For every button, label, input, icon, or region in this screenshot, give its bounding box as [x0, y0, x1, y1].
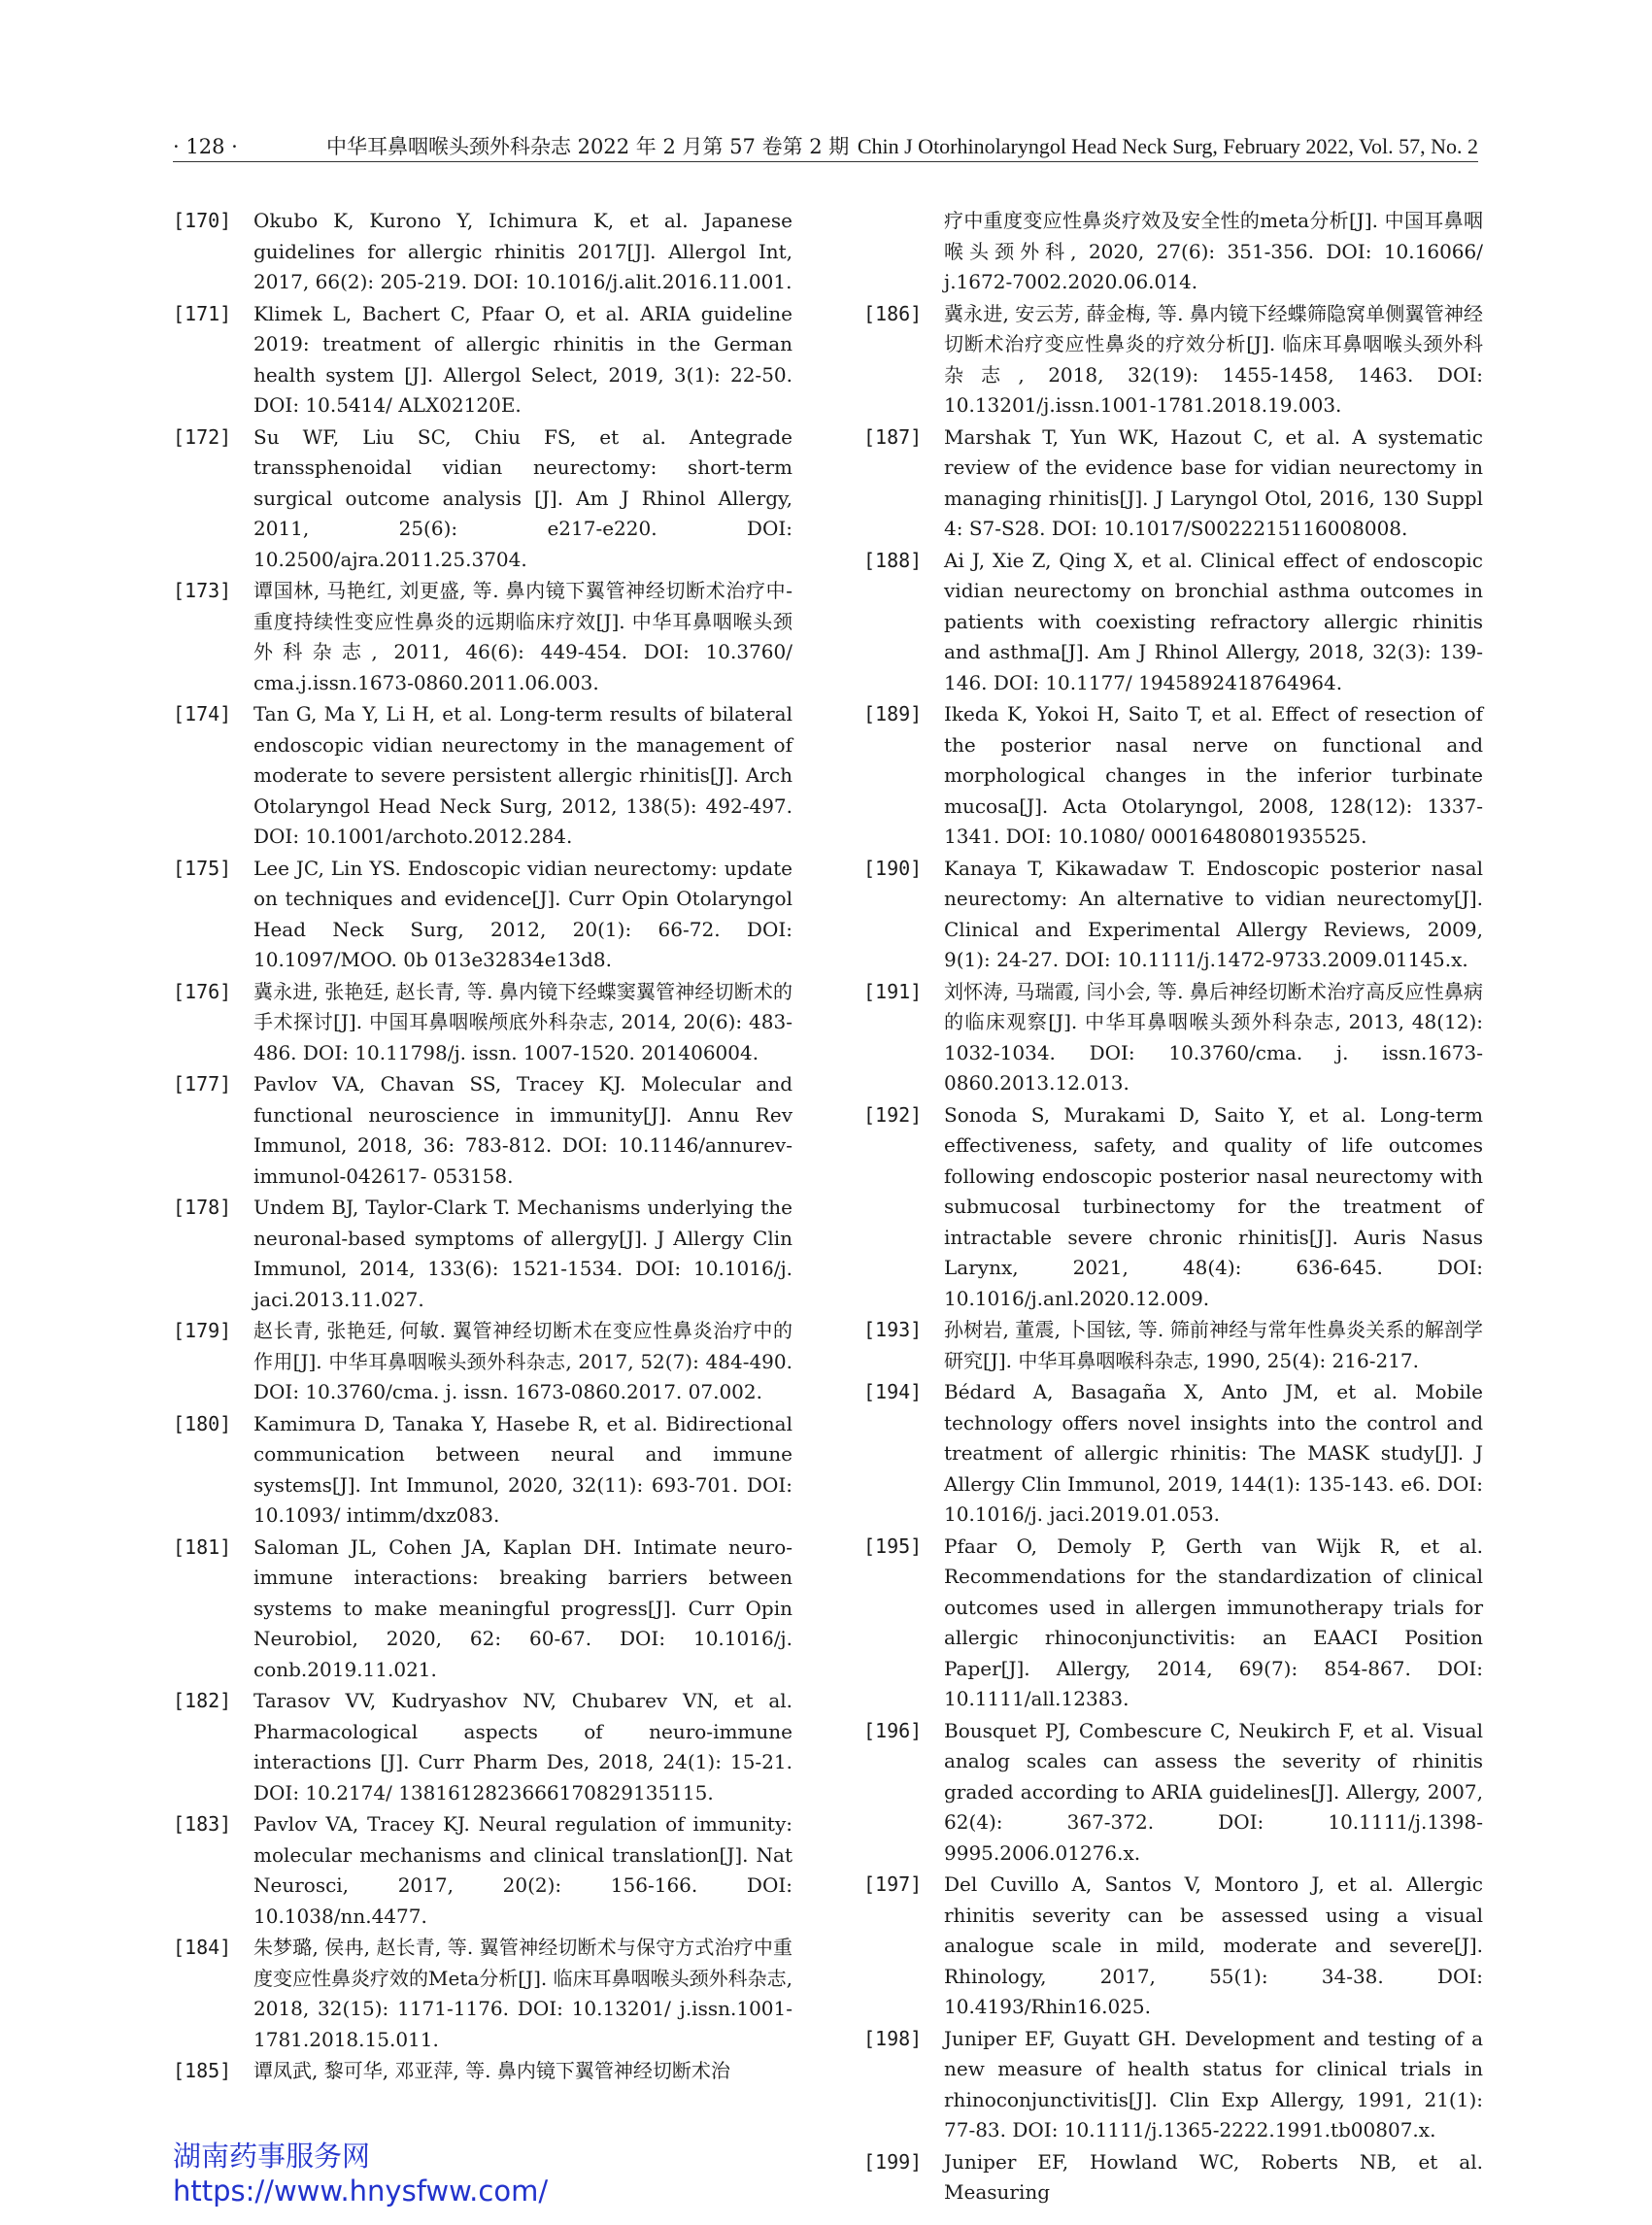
reference-number: [189]	[863, 702, 923, 725]
reference-item	[863, 422, 1483, 545]
reference-text: Juniper EF, Guyatt GH. Development and testing of a new measure of health status for clinical trials in rhinoconjunctivitis[J]. Clin Exp Allergy, 1991, 21(1): 77-83. DOI: 10.1111/j.1365-2222.1991.tb00807.x.	[944, 2026, 1483, 2141]
reference-number: [184]	[173, 1936, 232, 1959]
reference-text: Tarasov VV, Kudryashov NV, Chubarev VN, et al. Pharmacological aspects of neuro-immune interactions [J]. Curr Pharm Des, 2018, 24(1): 15-21. DOI: 10.2174/ 1381612823666170829135115.	[253, 1689, 792, 1804]
reference-item	[863, 2024, 1483, 2146]
reference-text: Lee JC, Lin YS. Endoscopic vidian neurectomy: update on techniques and evidence[J]. Curr Opin Otolaryngol Head Neck Surg, 2012, 20(1): 66-72. DOI: 10.1097/MOO. 0b 013e32834e13d8.	[253, 856, 792, 971]
reference-item	[863, 854, 1483, 976]
reference-number: [176]	[173, 979, 232, 1003]
reference-number: [178]	[173, 1196, 232, 1219]
reference-text: Saloman JL, Cohen JA, Kaplan DH. Intimate neuro-immune interactions: breaking barriers between systems to make meaningful progress[J]. Curr Opin Neurobiol, 2020, 62: 60-67. DOI: 10.1016/j. conb.2019.11.021.	[253, 1534, 792, 1681]
reference-number: [191]	[863, 979, 923, 1003]
reference-text: Kanaya T, Kikawadaw T. Endoscopic posterior nasal neurectomy: An alternative to vidian neurectomy[J]. Clinical and Experimental Allergy Reviews, 2009, 9(1): 24-27. DOI: 10.1111/j.1472-9733.2009.01145.x.	[944, 856, 1483, 971]
page-number: · 128 ·	[173, 135, 238, 158]
reference-item	[173, 1193, 792, 1315]
reference-item	[863, 1315, 1483, 1376]
reference-number: [192]	[863, 1102, 923, 1127]
reference-item	[863, 1870, 1483, 2023]
reference-number: [170]	[173, 209, 232, 232]
reference-text: 赵长青, 张艳廷, 何敏. 翼管神经切断术在变应性鼻炎治疗中的作用[J]. 中华耳鼻咽喉头颈外科杂志, 2017, 52(7): 484-490. DOI: 10.3760/cma. j. issn. 1673-0860.2017. 07.002.	[253, 1319, 792, 1403]
reference-item	[173, 1933, 792, 2055]
reference-text: Undem BJ, Taylor-Clark T. Mechanisms underlying the neuronal-based symptoms of allergy[J]. J Allergy Clin Immunol, 2014, 133(6): 1521-1534. DOI: 10.1016/j. jaci.2013.11.027.	[253, 1196, 792, 1311]
right-column-references	[863, 206, 1483, 2209]
reference-text: Pfaar O, Demoly P, Gerth van Wijk R, et al. Recommendations for the standardization of clinical outcomes used in allergen immunotherapy trials for allergic rhinoconjunctivitis: an EAACI Position Paper[J]. Allergy, 2014, 69(7): 854-867. DOI: 10.1111/all.12383.	[944, 1534, 1483, 1710]
reference-text: Del Cuvillo A, Santos V, Montoro J, et al. Allergic rhinitis severity can be assessed using a visual analogue scale in mild, moderate and severe[J]. Rhinology, 2017, 55(1): 34-38. DOI: 10.4193/Rhin16.025.	[944, 1872, 1483, 2018]
reference-number: [196]	[863, 1718, 923, 1742]
journal-title-cn: 中华耳鼻咽喉头颈外科杂志 2022 年 2 月第 57 卷第 2 期	[326, 135, 850, 158]
reference-item	[863, 1716, 1483, 1870]
reference-item	[863, 2147, 1483, 2208]
reference-text: Klimek L, Bachert C, Pfaar O, et al. ARIA guideline 2019: treatment of allergic rhinitis in the German health system [J]. Allergol Select, 2019, 3(1): 22-50. DOI: 10.5414/ ALX02120E.	[253, 301, 792, 417]
reference-item	[173, 1533, 792, 1686]
reference-item	[173, 299, 792, 421]
reference-text: 刘怀涛, 马瑞霞, 闫小会, 等. 鼻后神经切断术治疗高反应性鼻病的临床观察[J]. 中华耳鼻咽喉头颈外科杂志, 2013, 48(12): 1032-1034. DOI: 10.3760/cma. j. issn.1673-0860.2013.12.013.	[944, 979, 1483, 1095]
reference-item	[173, 1316, 792, 1408]
reference-item	[863, 1532, 1483, 1715]
reference-text: Tan G, Ma Y, Li H, et al. Long-term results of bilateral endoscopic vidian neurectomy in the management of moderate to severe persistent allergic rhinitis[J]. Arch Otolaryngol Head Neck Surg, 2012, 138(5): 492-497. DOI: 10.1001/archoto.2012.284.	[253, 702, 792, 848]
reference-text: Sonoda S, Murakami D, Saito Y, et al. Long-term effectiveness, safety, and quality of life outcomes following endoscopic posterior nasal neurectomy with submucosal turbinectomy for the treatment of intractable severe chronic rhinitis[J]. Auris Nasus Larynx, 2021, 48(4): 636-645. DOI: 10.1016/j.anl.2020.12.009.	[944, 1102, 1483, 1310]
reference-item	[863, 1100, 1483, 1315]
reference-number: [183]	[173, 1812, 232, 1836]
reference-text: Su WF, Liu SC, Chiu FS, et al. Antegrade transsphenoidal vidian neurectomy: short-term surgical outcome analysis [J]. Am J Rhinol Allergy, 2011, 25(6): e217-e220. DOI: 10.2500/ajra.2011.25.3704.	[253, 424, 792, 571]
reference-item	[173, 2056, 792, 2087]
journal-title-en: Chin J Otorhinolaryngol Head Neck Surg, February 2022, Vol. 57, No. 2	[857, 134, 1478, 158]
reference-item	[173, 1686, 792, 1808]
reference-number: [172]	[173, 424, 232, 449]
reference-item	[173, 1809, 792, 1932]
reference-number: [199]	[863, 2149, 923, 2174]
reference-text: 朱梦璐, 侯冉, 赵长青, 等. 翼管神经切断术与保守方式治疗中重度变应性鼻炎疗效的Meta分析[J]. 临床耳鼻咽喉头颈外科杂志, 2018, 32(15): 1171-1176. DOI: 10.13201/ j.issn.1001-1781.2018.15.011.	[253, 1936, 792, 2051]
reference-item	[173, 699, 792, 853]
reference-text: Juniper EF, Howland WC, Roberts NB, et al. Measuring	[944, 2149, 1483, 2204]
reference-number: [197]	[863, 1872, 923, 1896]
reference-item	[863, 1377, 1483, 1531]
reference-number: [179]	[173, 1319, 232, 1342]
reference-number: [182]	[173, 1689, 232, 1712]
reference-text: Marshak T, Yun WK, Hazout C, et al. A systematic review of the evidence base for vidian neurectomy in managing rhinitis[J]. J Laryngol Otol, 2016, 130 Suppl 4: S7-S28. DOI: 10.1017/S0022215116008008.	[944, 424, 1483, 540]
reference-item	[863, 299, 1483, 421]
reference-text: 冀永进, 安云芳, 薛金梅, 等. 鼻内镜下经蝶筛隐窝单侧翼管神经切断术治疗变应性鼻炎的疗效分析[J]. 临床耳鼻咽喉头颈外科杂志, 2018, 32(19): 1455-1458, 1463. DOI: 10.13201/j.issn.1001-1781.2018.19.003.	[944, 301, 1483, 417]
reference-number: [173]	[173, 579, 232, 602]
reference-number: [171]	[173, 301, 232, 325]
reference-text: Ikeda K, Yokoi H, Saito T, et al. Effect of resection of the posterior nasal nerve on functional and morphological changes in the inferior turbinate mucosa[J]. Acta Otolaryngol, 2008, 128(12): 1337-1341. DOI: 10.1080/ 00016480801935525.	[944, 702, 1483, 848]
reference-text: Bousquet PJ, Combescure C, Neukirch F, et al. Visual analog scales can assess the severity of rhinitis graded according to ARIA guidelines[J]. Allergy, 2007, 62(4): 367-372. DOI: 10.1111/j.1398-9995.2006.01276.x.	[944, 1718, 1483, 1865]
site-name[interactable]: 湖南药事服务网	[173, 2140, 371, 2173]
reference-number: [186]	[863, 301, 923, 325]
reference-item	[863, 977, 1483, 1099]
reference-item	[173, 422, 792, 576]
footer-watermark[interactable]	[173, 2139, 548, 2208]
reference-number: [188]	[863, 548, 923, 572]
reference-item	[863, 699, 1483, 853]
reference-number: [198]	[863, 2026, 923, 2050]
reference-item	[173, 1069, 792, 1192]
reference-text: Okubo K, Kurono Y, Ichimura K, et al. Japanese guidelines for allergic rhinitis 2017[J]. Allergol Int, 2017, 66(2): 205-219. DOI: 10.1016/j.alit.2016.11.001.	[253, 209, 792, 293]
site-url-link[interactable]: https://www.hnysfww.com/	[173, 2174, 549, 2208]
reference-text: Pavlov VA, Chavan SS, Tracey KJ. Molecular and functional neuroscience in immunity[J]. Annu Rev Immunol, 2018, 36: 783-812. DOI: 10.1146/annurev-immunol-042617- 053158.	[253, 1072, 792, 1188]
reference-item	[173, 576, 792, 698]
reference-text: 谭凤武, 黎可华, 邓亚萍, 等. 鼻内镜下翼管神经切断术治	[253, 2059, 730, 2082]
reference-item	[173, 206, 792, 298]
reference-item	[173, 1409, 792, 1532]
reference-number: [174]	[173, 702, 232, 725]
reference-number: [181]	[173, 1534, 232, 1559]
reference-continuation	[863, 206, 1483, 298]
reference-number: [180]	[173, 1411, 232, 1435]
reference-number: [175]	[173, 856, 232, 880]
reference-number: [190]	[863, 856, 923, 880]
reference-number: [195]	[863, 1534, 923, 1558]
reference-text: 疗中重度变应性鼻炎疗效及安全性的meta分析[J]. 中国耳鼻咽喉头颈外科, 2020, 27(6): 351-356. DOI: 10.16066/ j.1672-7002.2020.06.014.	[944, 209, 1483, 293]
reference-number: [177]	[173, 1072, 232, 1096]
reference-text: Ai J, Xie Z, Qing X, et al. Clinical effect of endoscopic vidian neurectomy on bronchial asthma outcomes in patients with coexisting refractory allergic rhinitis and asthma[J]. Am J Rhinol Allergy, 2018, 32(3): 139-146. DOI: 10.1177/ 1945892418764964.	[944, 548, 1483, 694]
reference-number: [185]	[173, 2059, 232, 2082]
reference-text: 谭国林, 马艳红, 刘更盛, 等. 鼻内镜下翼管神经切断术治疗中-重度持续性变应性鼻炎的远期临床疗效[J]. 中华耳鼻咽喉头颈外科杂志, 2011, 46(6): 449-454. DOI: 10.3760/ cma.j.issn.1673-0860.2011.06.003.	[253, 579, 792, 694]
running-header	[173, 132, 1478, 162]
reference-item	[863, 546, 1483, 699]
left-column-references	[173, 206, 792, 2088]
reference-text: Bédard A, Basagaña X, Anto JM, et al. Mobile technology offers novel insights into the control and treatment of allergic rhinitis: The MASK study[J]. J Allergy Clin Immunol, 2019, 144(1): 135-143. e6. DOI: 10.1016/j. jaci.2019.01.053.	[944, 1380, 1483, 1526]
reference-number: [194]	[863, 1380, 923, 1403]
reference-text: Kamimura D, Tanaka Y, Hasebe R, et al. Bidirectional communication between neural and immune systems[J]. Int Immunol, 2020, 32(11): 693-701. DOI: 10.1093/ intimm/dxz083.	[253, 1411, 792, 1527]
reference-text: 孙树岩, 董震, 卜国铉, 等. 筛前神经与常年性鼻炎关系的解剖学研究[J]. 中华耳鼻咽喉科杂志, 1990, 25(4): 216-217.	[944, 1318, 1483, 1372]
reference-number: [193]	[863, 1318, 923, 1341]
reference-item	[173, 977, 792, 1069]
reference-number: [187]	[863, 424, 923, 449]
reference-item	[173, 854, 792, 976]
reference-text: Pavlov VA, Tracey KJ. Neural regulation of immunity: molecular mechanisms and clinical translation[J]. Nat Neurosci, 2017, 20(2): 156-166. DOI: 10.1038/nn.4477.	[253, 1812, 792, 1928]
reference-text: 冀永进, 张艳廷, 赵长青, 等. 鼻内镜下经蝶窦翼管神经切断术的手术探讨[J]. 中国耳鼻咽喉颅底外科杂志, 2014, 20(6): 483-486. DOI: 10.11798/j. issn. 1007-1520. 201406004.	[253, 979, 792, 1064]
